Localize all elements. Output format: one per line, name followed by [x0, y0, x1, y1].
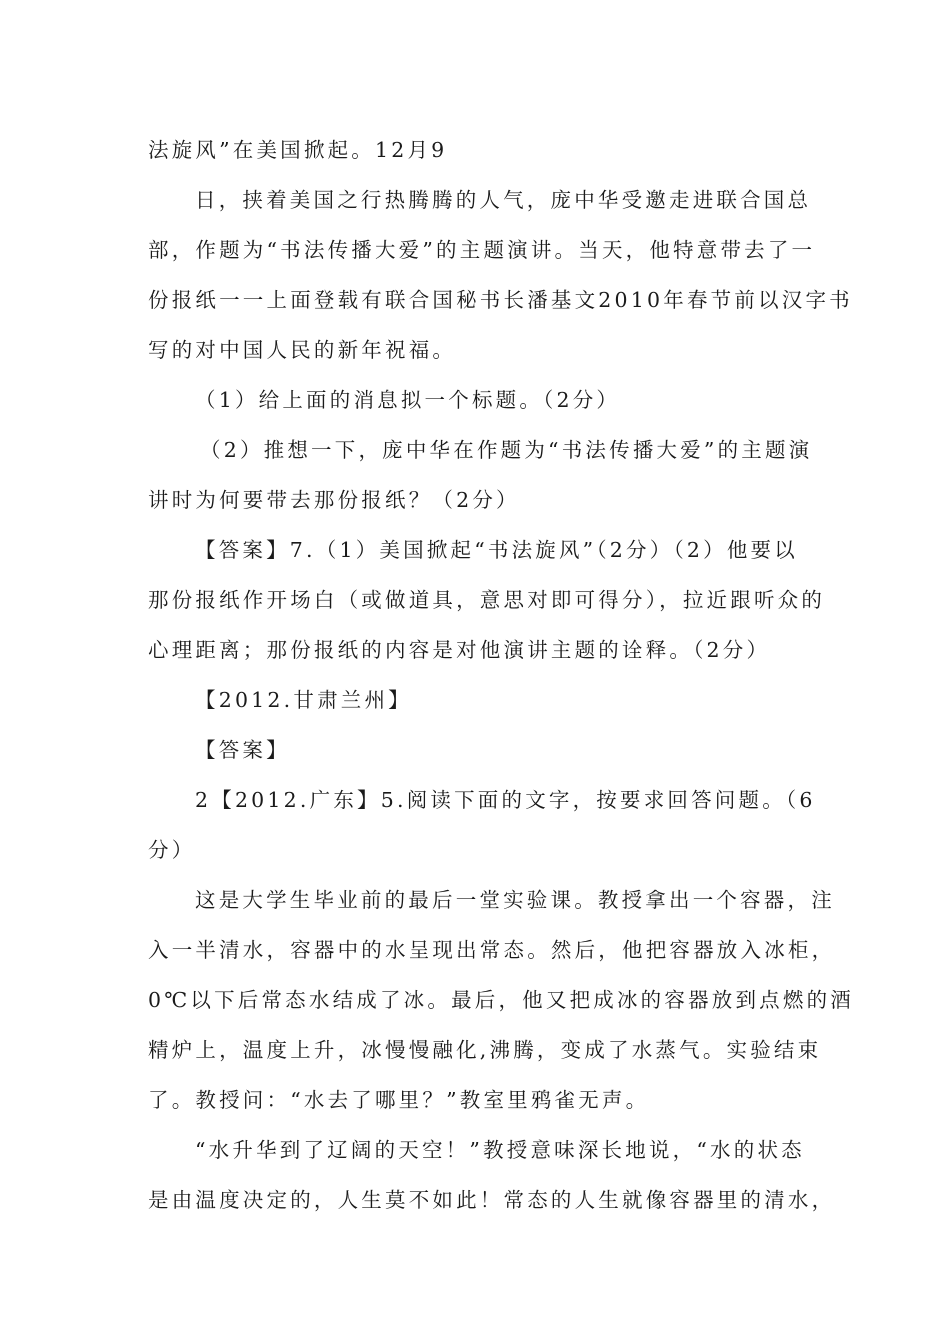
question-2-line-2: 讲时为何要带去那份报纸？（2分）: [148, 488, 520, 512]
text-line-4: 份报纸一一上面登载有联合国秘书长潘基文2010年春节前以汉字书: [148, 288, 853, 312]
passage-line-3: 0℃以下后常态水结成了冰。最后，他又把成冰的容器放到点燃的酒: [148, 988, 854, 1012]
passage-line-7: 是由温度决定的，人生莫不如此！常态的人生就像容器里的清水，: [148, 1188, 836, 1212]
answer-heading: 【答案】: [195, 738, 290, 762]
answer-line-1: 【答案】7.（1）美国掀起“书法旋风”（2分）（2）他要以: [195, 538, 798, 562]
question-1: （1）给上面的消息拟一个标题。（2分）: [195, 388, 621, 412]
passage-line-5: 了。教授问：“水去了哪里？”教室里鸦雀无声。: [148, 1088, 650, 1112]
answer-line-2: 那份报纸作开场白（或做道具，意思对即可得分），拉近跟听众的: [148, 588, 826, 612]
question-heading-line-2: 分）: [148, 838, 196, 862]
passage-line-6: “水升华到了辽阔的天空！”教授意味深长地说，“水的状态: [195, 1138, 805, 1162]
text-line-3: 部，作题为“书法传播大爱”的主题演讲。当天，他特意带去了一: [148, 238, 816, 262]
question-2-line-1: （2）推想一下，庞中华在作题为“书法传播大爱”的主题演: [200, 438, 813, 462]
text-line-5: 写的对中国人民的新年祝福。: [148, 338, 457, 362]
passage-line-4: 精炉上，温度上升，冰慢慢融化,沸腾，变成了水蒸气。实验结束: [148, 1038, 822, 1062]
text-line-2: 日，挟着美国之行热腾腾的人气，庞中华受邀走进联合国总: [195, 188, 812, 212]
text-line-1: 法旋风”在美国掀起。12月9: [148, 138, 448, 162]
source-heading: 【2012.甘肃兰州】: [195, 688, 412, 712]
passage-line-2: 入一半清水，容器中的水呈现出常态。然后，他把容器放入冰柜，: [148, 938, 836, 962]
answer-line-3: 心理距离；那份报纸的内容是对他演讲主题的诠释。（2分）: [148, 638, 771, 662]
passage-line-1: 这是大学生毕业前的最后一堂实验课。教授拿出一个容器，注: [195, 888, 835, 912]
question-heading-line-1: 2【2012.广东】5.阅读下面的文字，按要求回答问题。（6: [195, 788, 816, 812]
